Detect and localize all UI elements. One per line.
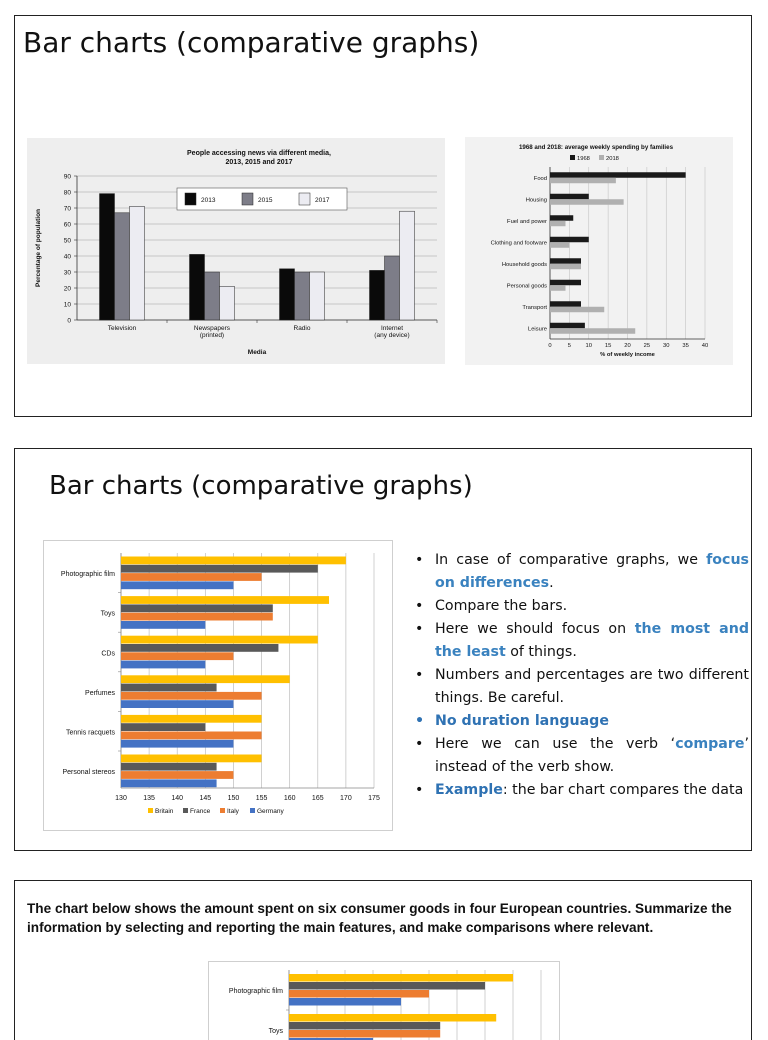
slide-1 <box>14 15 752 417</box>
y-tick-label: CDs <box>101 650 115 658</box>
x-tick-label: 20 <box>624 343 631 349</box>
x-tick-label: 135 <box>143 795 155 802</box>
bar-britain <box>121 755 262 763</box>
legend-swatch <box>299 193 310 205</box>
x-tick-label: 5 <box>567 343 571 349</box>
y-tick-label: Leisure <box>527 326 547 333</box>
bar-2018 <box>550 178 616 184</box>
bar-germany <box>121 581 233 589</box>
legend-label: 2017 <box>315 197 330 204</box>
legend-label: 1968 <box>577 156 590 162</box>
x-tick-label: 160 <box>283 795 296 802</box>
legend-swatch <box>220 808 225 813</box>
bullet-item: • Here we should focus on the most and the least of things. <box>413 618 749 664</box>
x-tick-label: 170 <box>340 795 352 802</box>
x-tick-label: 0 <box>548 343 552 349</box>
x-tick-label: Radio <box>293 325 311 332</box>
bar-2018 <box>550 242 569 248</box>
bar-italy <box>121 732 262 740</box>
legend-swatch <box>570 155 575 160</box>
bar-britain <box>121 715 262 723</box>
consumer-goods-chart-svg <box>44 541 392 830</box>
bar-2015 <box>205 272 220 320</box>
x-tick-label: 175 <box>368 795 380 802</box>
x-tick-label: Internet <box>380 325 404 332</box>
bar-britain <box>121 557 346 565</box>
bar-2015 <box>295 272 310 320</box>
slide-title: Bar charts (comparative graphs) <box>49 471 473 501</box>
y-tick-label: 80 <box>63 189 71 197</box>
legend-label: 2018 <box>606 156 619 162</box>
bar-britain <box>121 596 329 604</box>
legend-label: Italy <box>227 808 239 815</box>
legend-label: 2015 <box>258 197 273 204</box>
bar-france <box>121 763 217 771</box>
bar-2017 <box>310 272 325 320</box>
consumer-goods-chart <box>43 540 393 831</box>
legend-swatch <box>183 808 188 813</box>
legend-swatch <box>185 193 196 205</box>
y-tick-label: Toys <box>268 1028 283 1035</box>
y-tick-label: 0 <box>67 317 71 325</box>
y-tick-label: 50 <box>63 237 71 245</box>
bar-france <box>289 982 485 990</box>
bar-britain <box>289 974 513 982</box>
bar-italy <box>121 652 233 660</box>
bar-1968 <box>550 258 581 264</box>
y-axis-label: Percentage of population <box>35 208 42 288</box>
x-tick-label: 130 <box>115 795 127 802</box>
news-media-chart <box>27 138 445 364</box>
bar-2018 <box>550 221 566 227</box>
legend-swatch <box>148 808 153 813</box>
bar-france <box>121 565 318 573</box>
legend-label: France <box>190 808 211 815</box>
y-tick-label: Household goods <box>501 261 547 268</box>
legend-label: Germany <box>257 808 284 815</box>
bullet-item: • Here we can use the verb ‘compare’ instead of the verb show. <box>413 733 749 779</box>
bar-2013 <box>280 269 295 320</box>
y-tick-label: Perfumes <box>85 689 115 697</box>
bar-italy <box>121 573 262 581</box>
legend-swatch <box>242 193 253 205</box>
x-axis-label: Media <box>247 349 267 356</box>
chart-title: 1968 and 2018: average weekly spending by families <box>518 144 674 151</box>
x-tick-label: 30 <box>663 343 670 349</box>
consumer-goods-chart-repeat <box>208 961 560 1040</box>
x-tick-label: 155 <box>255 795 268 802</box>
y-tick-label: Transport <box>522 304 547 311</box>
bar-2013 <box>100 194 115 320</box>
bar-2013 <box>190 254 205 320</box>
bar-germany <box>121 779 217 787</box>
y-tick-label: 90 <box>63 173 71 181</box>
bar-germany <box>121 621 205 629</box>
slide-3 <box>14 880 752 1040</box>
bar-italy <box>121 613 273 621</box>
bar-2017 <box>400 211 415 320</box>
bullet-item-example: • Example: the bar chart compares the data <box>413 779 749 802</box>
task-prompt: The chart below shows the amount spent on six consumer goods in four European countries. Summarize the information by selecting and reporting the main features, and make comparisons where relevant. <box>27 901 732 935</box>
bar-1968 <box>550 301 581 307</box>
x-axis-label: % of weekly income <box>600 352 655 358</box>
legend-label: Britain <box>155 808 174 815</box>
bar-1968 <box>550 237 589 243</box>
bar-italy <box>121 771 233 779</box>
bar-germany <box>121 700 233 708</box>
bar-2018 <box>550 285 566 291</box>
bullet-item: • Numbers and percentages are two different things. Be careful. <box>413 664 749 710</box>
y-tick-label: Photographic film <box>228 988 283 995</box>
y-tick-label: Personal stereos <box>62 769 115 777</box>
bar-britain <box>121 636 318 644</box>
bullet-list <box>413 549 749 802</box>
bar-france <box>121 684 217 692</box>
x-tick-label: 25 <box>643 343 651 349</box>
y-tick-label: Fuel and power <box>507 218 547 225</box>
weekly-spending-chart <box>465 137 733 365</box>
y-tick-label: 20 <box>63 285 71 293</box>
chart-title: 2013, 2015 and 2017 <box>225 159 293 166</box>
bar-2013 <box>370 270 385 320</box>
bar-2017 <box>130 206 145 320</box>
y-tick-label: Food <box>533 175 547 182</box>
x-tick-label: 40 <box>701 343 709 349</box>
bar-france <box>121 723 205 731</box>
bar-1968 <box>550 280 581 286</box>
slide-2 <box>14 448 752 851</box>
bar-germany <box>289 998 401 1006</box>
chart-title: People accessing news via different media, <box>187 150 331 157</box>
bar-2015 <box>385 256 400 320</box>
bar-italy <box>289 990 429 998</box>
news-media-chart-svg <box>27 138 445 364</box>
y-tick-label: Tennis racquets <box>65 729 115 737</box>
bar-britain <box>121 675 290 683</box>
x-tick-label: 150 <box>227 795 240 802</box>
x-tick-label: (any device) <box>374 332 410 339</box>
bar-france <box>289 1022 440 1030</box>
x-tick-label: Newspapers <box>193 325 231 332</box>
bullet-item: • Compare the bars. <box>413 595 749 618</box>
legend-swatch <box>250 808 255 813</box>
bar-2018 <box>550 307 604 313</box>
x-tick-label: (printed) <box>199 332 225 339</box>
x-tick-label: 15 <box>604 343 612 349</box>
bar-1968 <box>550 215 573 221</box>
consumer-goods-chart-repeat-svg <box>209 962 559 1040</box>
bullet-item-accent: • No duration language <box>413 710 749 733</box>
y-tick-label: Clothing and footware <box>490 240 547 247</box>
bar-italy <box>121 692 262 700</box>
bar-1968 <box>550 172 686 178</box>
bar-1968 <box>550 194 589 200</box>
weekly-spending-chart-svg <box>465 137 733 365</box>
legend-label: 2013 <box>201 197 216 204</box>
bar-germany <box>121 740 233 748</box>
y-tick-label: Toys <box>100 610 115 618</box>
y-tick-label: 30 <box>63 269 71 277</box>
bar-italy <box>289 1030 440 1038</box>
bar-france <box>121 604 273 612</box>
bar-1968 <box>550 323 585 329</box>
y-tick-label: 10 <box>63 301 71 309</box>
bar-2017 <box>220 286 235 320</box>
x-tick-label: 10 <box>585 343 592 349</box>
x-tick-label: 140 <box>171 795 184 802</box>
x-tick-label: Television <box>107 325 137 332</box>
y-tick-label: Photographic film <box>60 571 115 579</box>
bar-britain <box>289 1014 496 1022</box>
legend-swatch <box>599 155 604 160</box>
x-tick-label: 35 <box>682 343 689 349</box>
y-tick-label: Housing <box>525 197 547 204</box>
x-tick-label: 145 <box>199 795 212 802</box>
bar-2018 <box>550 264 581 270</box>
bar-germany <box>121 661 205 669</box>
y-tick-label: Personal goods <box>506 283 547 290</box>
bar-france <box>121 644 278 652</box>
bullet-item: • In case of comparative graphs, we focus on differences. <box>413 549 749 595</box>
y-tick-label: 40 <box>63 253 71 261</box>
y-tick-label: 60 <box>63 221 71 229</box>
slide-title: Bar charts (comparative graphs) <box>23 26 480 59</box>
bar-2018 <box>550 328 635 334</box>
bar-2018 <box>550 199 624 205</box>
bar-2015 <box>115 213 130 320</box>
x-tick-label: 165 <box>311 795 324 802</box>
y-tick-label: 70 <box>63 205 71 213</box>
